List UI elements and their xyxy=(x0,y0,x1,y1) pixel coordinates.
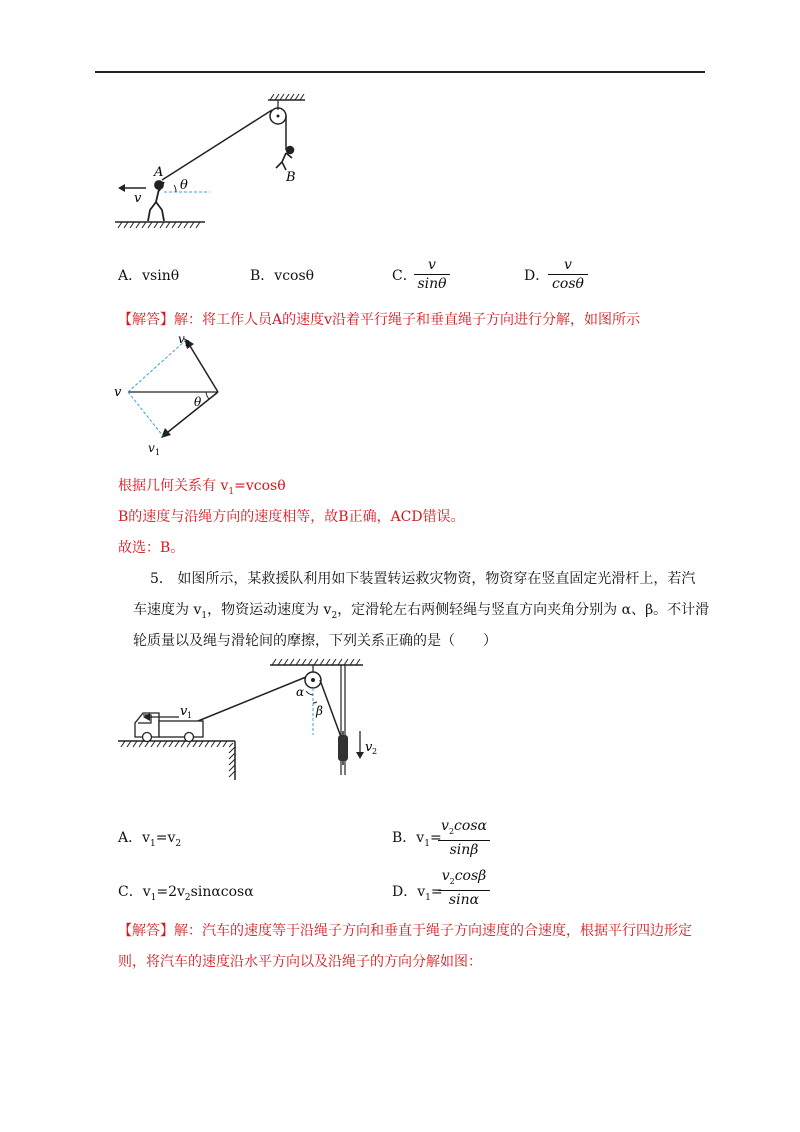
stem-text: ，物资运动速度为 v xyxy=(207,602,332,618)
option-text: = xyxy=(430,884,443,900)
fraction-denominator: sinβ xyxy=(449,841,479,858)
q4-option-d-fraction xyxy=(548,257,588,293)
svg-text:2: 2 xyxy=(185,339,191,348)
q4-answer-intro xyxy=(118,309,640,329)
svg-text:α: α xyxy=(296,685,305,699)
option-prefix: A． xyxy=(118,830,143,846)
q4-answer-line3: 故选：B。 xyxy=(118,540,185,556)
q5-option-b[interactable] xyxy=(392,827,442,849)
svg-text:1: 1 xyxy=(155,448,161,457)
option-text: =2v xyxy=(156,884,185,900)
q4-option-c-fraction xyxy=(414,257,450,293)
svg-text:A: A xyxy=(154,165,164,180)
answer-intro-text: 解：将工作人员A的速度v沿着平行绳子和垂直绳子方向进行分解，如图所示 xyxy=(174,312,641,328)
q4-answer-line1 xyxy=(118,475,286,497)
stem-text: 车速度为 v xyxy=(133,602,202,618)
answer-tag: 【解答】 xyxy=(118,312,174,328)
fraction-denominator: sinα xyxy=(448,891,480,908)
subscript: 1 xyxy=(150,892,157,903)
subscript: 1 xyxy=(228,486,235,497)
option-text: = xyxy=(429,830,442,846)
answer-tag: 【解答】 xyxy=(118,923,174,939)
subscript: 2 xyxy=(331,610,338,621)
option-text: vcosθ xyxy=(274,268,315,284)
svg-text:v: v xyxy=(134,191,142,206)
q5-option-d[interactable] xyxy=(392,881,443,903)
subscript: 2 xyxy=(184,892,191,903)
fraction-numerator: v xyxy=(414,257,450,275)
q5-stem-line3: 轮质量以及绳与滑轮间的摩擦，下列关系正确的是（ ） xyxy=(133,633,497,649)
q5-answer-line2: 则，将汽车的速度沿水平方向以及沿绳子的方向分解如图： xyxy=(118,954,482,970)
fraction-numerator-v: v xyxy=(441,868,450,884)
subscript: 2 xyxy=(448,826,455,836)
answer-text: =vcosθ xyxy=(234,478,286,494)
q5-option-a[interactable] xyxy=(118,827,181,849)
fraction-denominator: cosθ xyxy=(552,276,584,292)
subscript: 1 xyxy=(424,838,430,849)
svg-text:v: v xyxy=(365,740,373,755)
svg-text:β: β xyxy=(316,704,323,718)
option-text: =v xyxy=(155,830,176,846)
header-rule xyxy=(95,71,705,73)
answer-text: 解：汽车的速度等于沿绳子方向和垂直于绳子方向速度的合速度，根据平行四边形定 xyxy=(174,923,692,939)
subscript: 2 xyxy=(175,838,182,849)
option-prefix: D． xyxy=(524,268,550,284)
q5-stem-line1: 5． 如图所示，某救援队利用如下装置转运救灾物资，物资穿在竖直固定光滑杆上，若汽 xyxy=(150,571,696,587)
q4-option-b[interactable] xyxy=(250,265,314,285)
svg-text:v: v xyxy=(114,385,122,400)
fraction-denominator: sinθ xyxy=(417,276,447,292)
fraction-numerator-trig: cosβ xyxy=(454,868,487,884)
svg-text:B: B xyxy=(286,170,296,185)
q4-decomposition-figure xyxy=(110,332,235,462)
q5-stem-line2 xyxy=(133,599,709,621)
svg-text:1: 1 xyxy=(187,711,193,720)
q4-option-a[interactable] xyxy=(118,265,179,285)
fraction-numerator-v: v xyxy=(441,818,449,834)
q5-truck-pulley-figure xyxy=(113,655,403,785)
q4-pulley-figure xyxy=(110,88,320,233)
option-prefix: B． xyxy=(392,830,417,846)
subscript: 2 xyxy=(449,876,455,886)
fraction-numerator xyxy=(438,868,490,891)
option-prefix: D． xyxy=(392,884,418,900)
q5-option-d-fraction xyxy=(438,868,490,909)
svg-text:2: 2 xyxy=(372,747,378,756)
svg-text:v: v xyxy=(178,332,185,346)
person-a-icon xyxy=(148,181,164,221)
q5-option-b-fraction xyxy=(438,818,490,859)
svg-text:θ: θ xyxy=(194,395,202,409)
svg-text:θ: θ xyxy=(180,178,188,193)
q5-answer-line1 xyxy=(118,920,692,940)
option-prefix: C． xyxy=(118,884,143,900)
svg-text:v: v xyxy=(148,441,155,455)
option-text: sinαcosα xyxy=(190,884,254,900)
stem-text: ，定滑轮左右两侧轻绳与竖直方向夹角分别为 α、β。不计滑 xyxy=(337,602,710,618)
option-prefix: A． xyxy=(118,268,143,284)
option-text: v xyxy=(416,830,425,846)
cargo-icon xyxy=(338,735,348,761)
fraction-numerator: v xyxy=(548,257,588,275)
q5-option-c[interactable] xyxy=(118,881,254,903)
subscript: 1 xyxy=(425,892,431,903)
fraction-numerator-trig: cosα xyxy=(454,818,487,834)
q4-answer-line2: B的速度与沿绳方向的速度相等，故B正确，ACD错误。 xyxy=(118,509,465,525)
person-b-icon xyxy=(276,147,294,171)
option-text: v xyxy=(142,830,151,846)
option-text: v xyxy=(417,884,426,900)
option-prefix: C． xyxy=(392,268,417,284)
answer-text: 根据几何关系有 v xyxy=(118,478,229,494)
q4-option-c[interactable] xyxy=(392,265,417,285)
subscript: 1 xyxy=(150,838,156,849)
subscript: 1 xyxy=(201,610,208,621)
svg-text:v: v xyxy=(180,704,188,719)
option-prefix: B． xyxy=(250,268,275,284)
option-text: v xyxy=(142,884,151,900)
option-text: vsinθ xyxy=(142,268,180,284)
fraction-numerator xyxy=(438,818,490,841)
q4-option-d[interactable] xyxy=(524,265,549,285)
